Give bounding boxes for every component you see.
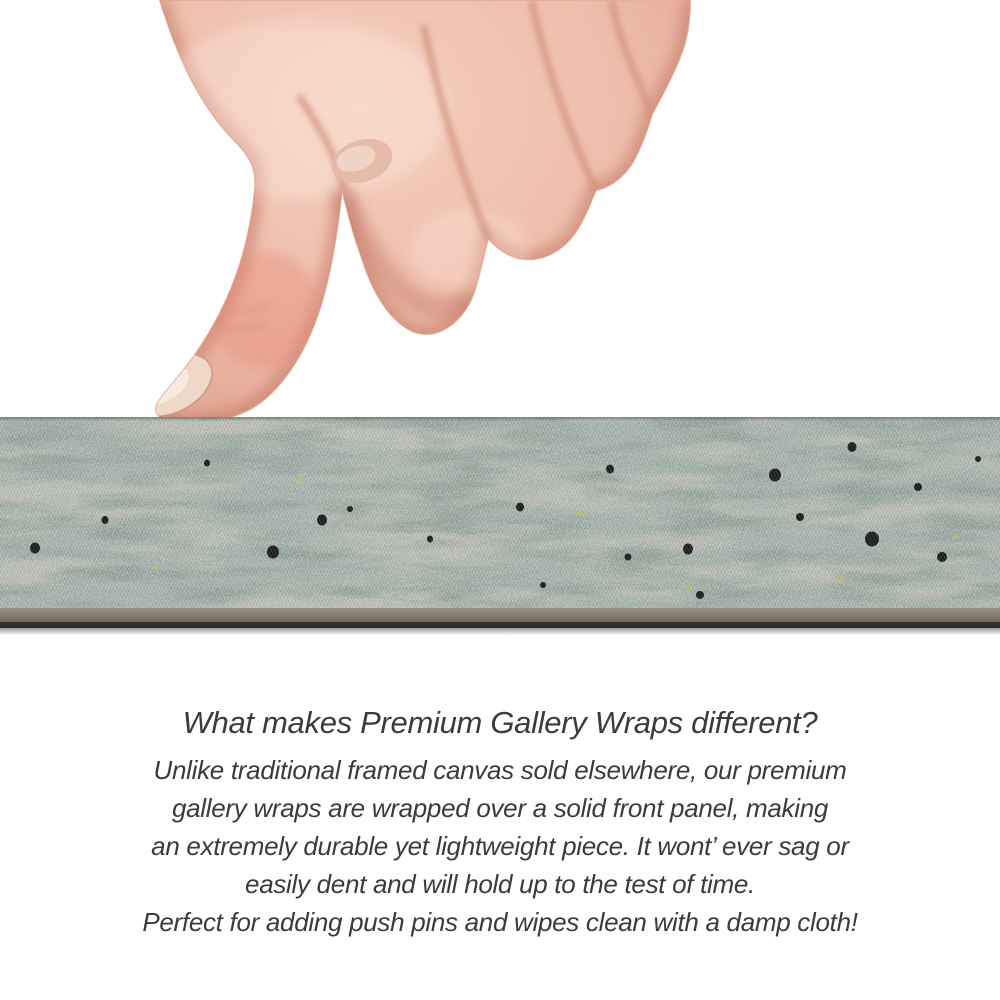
canvas-edge-shadow-fade	[0, 628, 1000, 635]
hand-pressing-illustration	[0, 0, 1000, 430]
canvas-texture-strip	[0, 417, 1000, 635]
canvas-texture	[0, 417, 1000, 608]
info-line-4: easily dent and will hold up to the test of time.	[245, 869, 755, 899]
canvas-panel-edge	[0, 608, 1000, 622]
info-line-2: gallery wraps are wrapped over a solid front panel, making	[171, 793, 829, 823]
canvas-top-shade	[0, 417, 1000, 421]
info-line-5: Perfect for adding push pins and wipes clean with a damp cloth!	[142, 907, 858, 937]
finger-highlight	[410, 210, 530, 290]
info-section	[0, 703, 1000, 941]
info-line-3: an extremely durable yet lightweight piece. It wont’ ever sag or	[151, 831, 849, 861]
info-heading: What makes Premium Gallery Wraps different?	[182, 705, 818, 740]
info-line-1: Unlike traditional framed canvas sold elsewhere, our premium	[153, 755, 847, 785]
palm-highlight	[150, 20, 450, 200]
